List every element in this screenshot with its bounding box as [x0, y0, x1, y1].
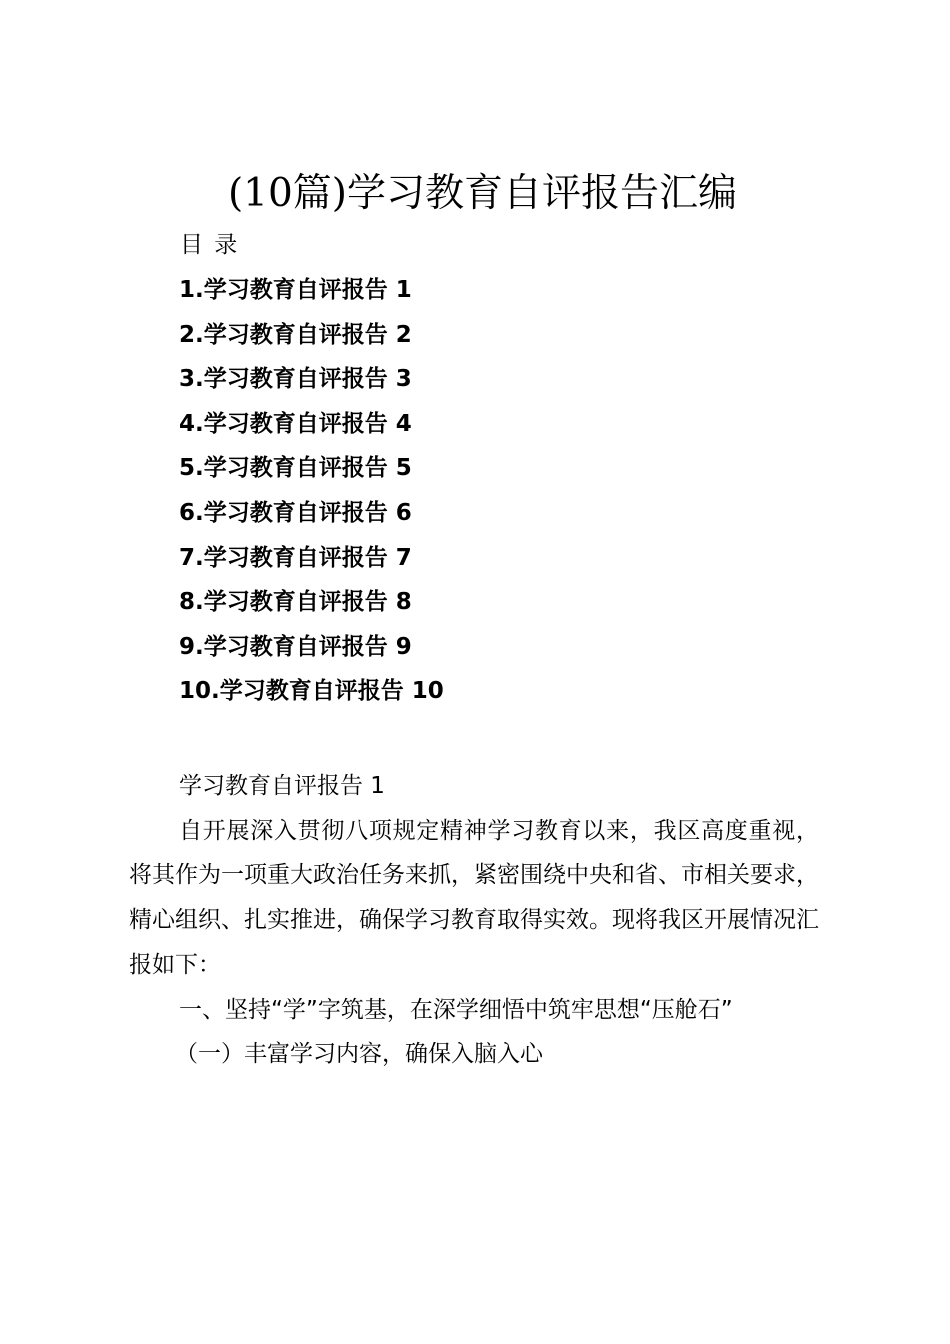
body-text — [129, 764, 819, 1077]
toc-item: 10.学习教育自评报告 10 — [179, 678, 444, 705]
toc-item: 6.学习教育自评报告 6 — [179, 499, 412, 526]
body-paragraph: 一、坚持“学”字筑基，在深学细悟中筑牢思想“压舱石” — [179, 996, 733, 1023]
toc-item: 3.学习教育自评报告 3 — [179, 366, 412, 393]
toc-item: 4.学习教育自评报告 4 — [179, 410, 412, 437]
toc-item: 1.学习教育自评报告 1 — [179, 277, 412, 303]
toc-item: 9.学习教育自评报告 9 — [179, 633, 412, 660]
subheading-paragraph: （一）丰富学习内容，确保入脑入心 — [175, 1041, 543, 1068]
toc-item: 2.学习教育自评报告 2 — [179, 321, 412, 348]
body-paragraph: 自开展深入贯彻八项规定精神学习教育以来，我区高度重视，将其作为一项重大政治任务来抓，紧密围绕中央和省、市相关要求，精心组织、扎实推进，确保学习教育取得实效。现将我区开展情况汇报如下： — [129, 817, 819, 978]
document-title: (10篇)学习教育自评报告汇编 — [227, 171, 738, 216]
section-heading: 学习教育自评报告 1 — [179, 773, 385, 799]
toc-item: 5.学习教育自评报告 5 — [179, 455, 412, 482]
toc-heading: 目 录 — [180, 232, 240, 258]
table-of-contents — [179, 273, 444, 719]
toc-item: 8.学习教育自评报告 8 — [179, 589, 412, 616]
toc-item: 7.学习教育自评报告 7 — [179, 544, 412, 571]
